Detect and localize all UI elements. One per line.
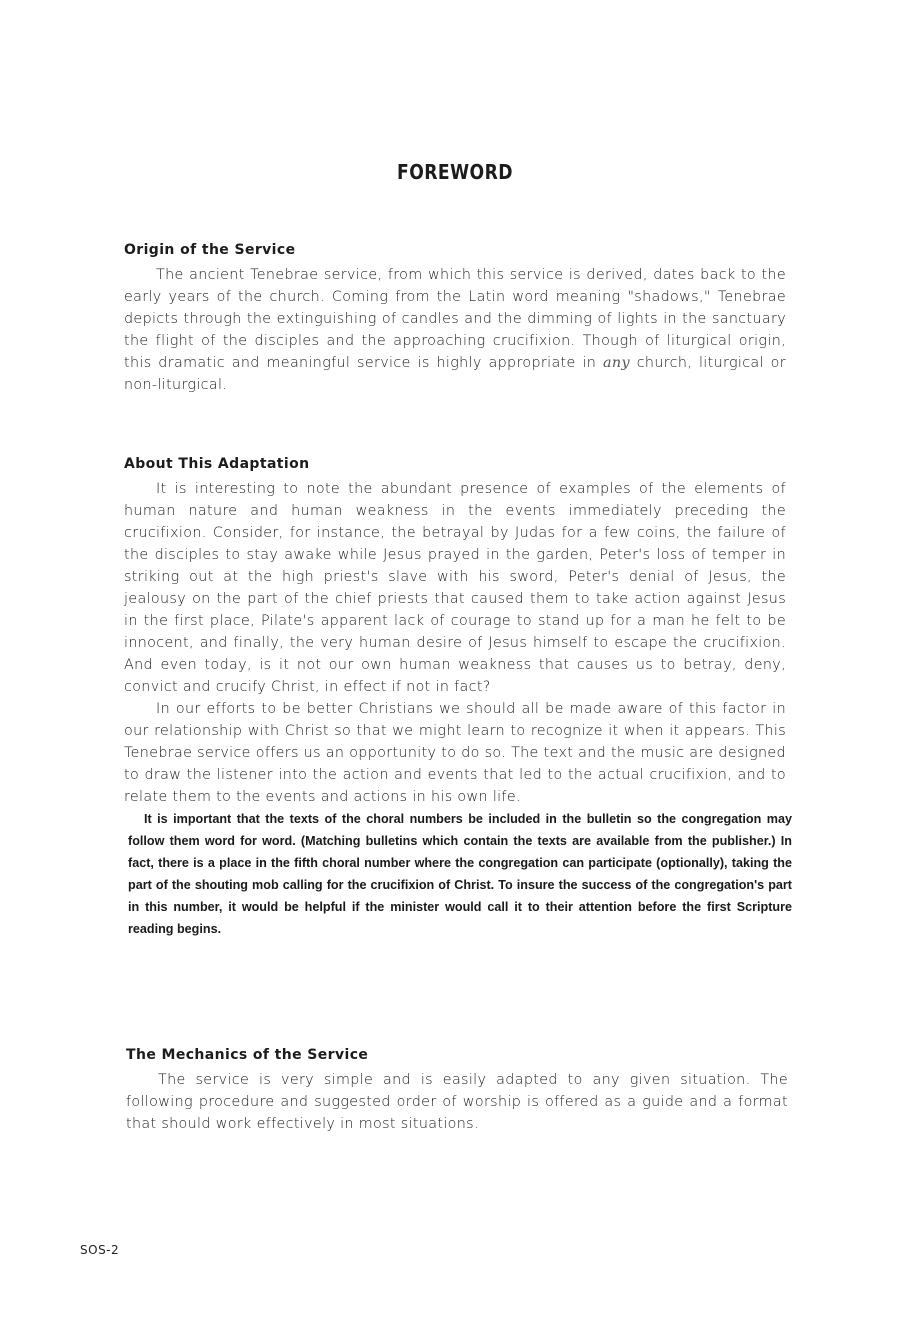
paragraph-adaptation-2: In our efforts to be better Christians we should all be made aware of this factor in our relationship with Christ so that we might learn to recognize it when it appears. This Tenebrae service offers us an opportunity to do so. The text and the music are designed to draw the listener into the action and events that led to the actual crucifixion, and to relate them to the events and actions in his own life. xyxy=(124,701,786,805)
section-heading-mechanics: The Mechanics of the Service xyxy=(126,1047,369,1063)
page-footer-code: SOS-2 xyxy=(80,1243,120,1257)
paragraph-origin-text-end: church, liturgical or non-liturgical. xyxy=(124,355,787,393)
emphasis-any: any xyxy=(603,355,630,371)
paragraph-adaptation-3: It is important that the texts of the choral numbers be included in the bulletin so the congregation may follow them word for word. (Matching bulletins which contain the texts are available from the publisher.) In fact, there is a place in the fifth choral number where the congregation can participate (optionally), taking the part of the shouting mob calling for the crucifixion of Christ. To insure the success of the congregation's part in this number, it would be helpful if the minister would call it to their attention before the first Scripture reading begins. xyxy=(128,812,792,936)
section-mechanics xyxy=(126,1045,788,1135)
section-adaptation xyxy=(124,454,792,940)
section-heading-adaptation: About This Adaptation xyxy=(124,456,310,472)
section-heading-origin: Origin of the Service xyxy=(124,242,296,258)
paragraph-mechanics: The service is very simple and is easily adapted to any given situation. The following procedure and suggested order of worship is offered as a guide and a format that should work effectively in most situations. xyxy=(126,1072,788,1132)
paragraph-adaptation-1: It is interesting to note the abundant presence of examples of the elements of human nature and human weakness in the events immediately preceding the crucifixion. Consider, for instance, the betrayal by Judas for a few coins, the failure of the disciples to stay awake while Jesus prayed in the garden, Peter's loss of temper in striking out at the high priest's slave with his sword, Peter's denial of Jesus, the jealousy on the part of the chief priests that caused them to take action against Jesus in the first place, Pilate's apparent lack of courage to stand up for a man he felt to be innocent, and finally, the very human desire of Jesus himself to escape the crucifixion. And even today, is it not our own human weakness that causes us to betray, deny, convict and crucify Christ, in effect if not in fact? xyxy=(124,481,786,695)
paragraph-origin xyxy=(124,264,786,396)
section-origin xyxy=(124,240,786,396)
page-title: FOREWORD xyxy=(397,160,513,184)
paragraph-origin-text-start: The ancient Tenebrae service, from which this service is derived, dates back to the early years of the church. Coming from the Latin word meaning "shadows," Tenebrae depicts through the extinguishing of candles and the dimming of lights in the sanctuary the flight of the disciples and the approaching crucifixion. Though of liturgical origin, this dramatic and meaningful service is highly appropriate in xyxy=(124,267,786,371)
